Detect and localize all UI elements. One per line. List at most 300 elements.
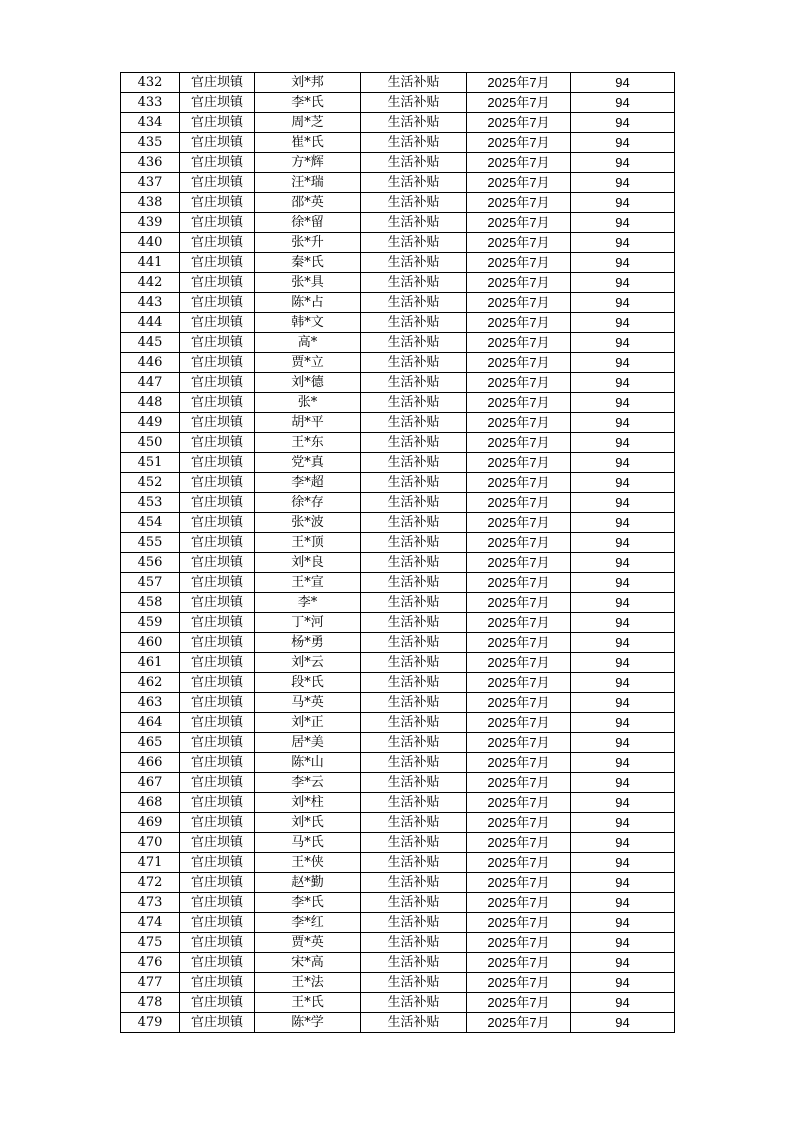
- cell-town: 官庄坝镇: [180, 733, 255, 753]
- cell-subsidy-type: 生活补贴: [361, 673, 467, 693]
- cell-town: 官庄坝镇: [180, 853, 255, 873]
- cell-period: 2025年7月: [467, 613, 571, 633]
- cell-number: 454: [121, 513, 180, 533]
- cell-subsidy-type: 生活补贴: [361, 253, 467, 273]
- cell-name: 崔*氏: [255, 133, 361, 153]
- table-row: [121, 213, 675, 233]
- cell-number: 451: [121, 453, 180, 473]
- cell-town: 官庄坝镇: [180, 773, 255, 793]
- cell-subsidy-type: 生活补贴: [361, 233, 467, 253]
- cell-town: 官庄坝镇: [180, 373, 255, 393]
- cell-period: 2025年7月: [467, 113, 571, 133]
- cell-period: 2025年7月: [467, 653, 571, 673]
- cell-amount: 94: [571, 673, 675, 693]
- cell-name: 王*氏: [255, 993, 361, 1013]
- cell-period: 2025年7月: [467, 213, 571, 233]
- cell-period: 2025年7月: [467, 373, 571, 393]
- table-row: [121, 1013, 675, 1033]
- table-row: [121, 673, 675, 693]
- cell-number: 435: [121, 133, 180, 153]
- table-row: [121, 373, 675, 393]
- cell-amount: 94: [571, 253, 675, 273]
- cell-town: 官庄坝镇: [180, 1013, 255, 1033]
- cell-subsidy-type: 生活补贴: [361, 533, 467, 553]
- cell-number: 446: [121, 353, 180, 373]
- cell-name: 周*芝: [255, 113, 361, 133]
- cell-amount: 94: [571, 753, 675, 773]
- cell-subsidy-type: 生活补贴: [361, 413, 467, 433]
- cell-amount: 94: [571, 233, 675, 253]
- table-row: [121, 553, 675, 573]
- document-table-container: [120, 72, 674, 1033]
- cell-period: 2025年7月: [467, 1013, 571, 1033]
- cell-town: 官庄坝镇: [180, 593, 255, 613]
- cell-town: 官庄坝镇: [180, 433, 255, 453]
- cell-amount: 94: [571, 653, 675, 673]
- cell-number: 442: [121, 273, 180, 293]
- cell-name: 方*辉: [255, 153, 361, 173]
- table-row: [121, 853, 675, 873]
- table-row: [121, 693, 675, 713]
- cell-amount: 94: [571, 93, 675, 113]
- table-row: [121, 273, 675, 293]
- cell-number: 433: [121, 93, 180, 113]
- table-row: [121, 753, 675, 773]
- cell-period: 2025年7月: [467, 433, 571, 453]
- cell-number: 440: [121, 233, 180, 253]
- cell-subsidy-type: 生活补贴: [361, 493, 467, 513]
- cell-amount: 94: [571, 213, 675, 233]
- cell-period: 2025年7月: [467, 133, 571, 153]
- cell-subsidy-type: 生活补贴: [361, 833, 467, 853]
- table-row: [121, 453, 675, 473]
- cell-subsidy-type: 生活补贴: [361, 553, 467, 573]
- cell-period: 2025年7月: [467, 813, 571, 833]
- cell-period: 2025年7月: [467, 893, 571, 913]
- cell-town: 官庄坝镇: [180, 713, 255, 733]
- cell-period: 2025年7月: [467, 453, 571, 473]
- cell-period: 2025年7月: [467, 513, 571, 533]
- cell-period: 2025年7月: [467, 593, 571, 613]
- table-row: [121, 153, 675, 173]
- cell-town: 官庄坝镇: [180, 133, 255, 153]
- cell-period: 2025年7月: [467, 913, 571, 933]
- cell-period: 2025年7月: [467, 273, 571, 293]
- cell-number: 441: [121, 253, 180, 273]
- cell-period: 2025年7月: [467, 533, 571, 553]
- cell-period: 2025年7月: [467, 933, 571, 953]
- cell-amount: 94: [571, 393, 675, 413]
- cell-town: 官庄坝镇: [180, 233, 255, 253]
- cell-number: 434: [121, 113, 180, 133]
- cell-number: 448: [121, 393, 180, 413]
- cell-amount: 94: [571, 73, 675, 93]
- cell-amount: 94: [571, 113, 675, 133]
- table-row: [121, 893, 675, 913]
- cell-number: 437: [121, 173, 180, 193]
- cell-subsidy-type: 生活补贴: [361, 73, 467, 93]
- cell-town: 官庄坝镇: [180, 153, 255, 173]
- cell-amount: 94: [571, 353, 675, 373]
- cell-name: 段*氏: [255, 673, 361, 693]
- cell-number: 471: [121, 853, 180, 873]
- cell-number: 458: [121, 593, 180, 613]
- cell-subsidy-type: 生活补贴: [361, 353, 467, 373]
- cell-amount: 94: [571, 953, 675, 973]
- cell-period: 2025年7月: [467, 393, 571, 413]
- cell-name: 秦*氏: [255, 253, 361, 273]
- cell-number: 470: [121, 833, 180, 853]
- table-row: [121, 413, 675, 433]
- cell-number: 469: [121, 813, 180, 833]
- cell-number: 474: [121, 913, 180, 933]
- table-row: [121, 573, 675, 593]
- cell-number: 463: [121, 693, 180, 713]
- cell-period: 2025年7月: [467, 333, 571, 353]
- table-row: [121, 913, 675, 933]
- table-row: [121, 73, 675, 93]
- cell-number: 452: [121, 473, 180, 493]
- cell-subsidy-type: 生活补贴: [361, 893, 467, 913]
- cell-number: 439: [121, 213, 180, 233]
- cell-amount: 94: [571, 513, 675, 533]
- cell-town: 官庄坝镇: [180, 693, 255, 713]
- cell-town: 官庄坝镇: [180, 913, 255, 933]
- cell-name: 李*氏: [255, 893, 361, 913]
- cell-subsidy-type: 生活补贴: [361, 213, 467, 233]
- cell-amount: 94: [571, 733, 675, 753]
- cell-subsidy-type: 生活补贴: [361, 333, 467, 353]
- cell-amount: 94: [571, 553, 675, 573]
- cell-name: 李*超: [255, 473, 361, 493]
- table-row: [121, 773, 675, 793]
- table-row: [121, 493, 675, 513]
- cell-period: 2025年7月: [467, 493, 571, 513]
- cell-amount: 94: [571, 313, 675, 333]
- cell-subsidy-type: 生活补贴: [361, 973, 467, 993]
- cell-town: 官庄坝镇: [180, 833, 255, 853]
- cell-amount: 94: [571, 433, 675, 453]
- cell-amount: 94: [571, 813, 675, 833]
- cell-number: 455: [121, 533, 180, 553]
- cell-subsidy-type: 生活补贴: [361, 433, 467, 453]
- cell-town: 官庄坝镇: [180, 333, 255, 353]
- cell-town: 官庄坝镇: [180, 473, 255, 493]
- cell-period: 2025年7月: [467, 953, 571, 973]
- cell-number: 443: [121, 293, 180, 313]
- cell-subsidy-type: 生活补贴: [361, 933, 467, 953]
- cell-subsidy-type: 生活补贴: [361, 193, 467, 213]
- table-row: [121, 533, 675, 553]
- table-row: [121, 733, 675, 753]
- cell-period: 2025年7月: [467, 153, 571, 173]
- cell-number: 445: [121, 333, 180, 353]
- cell-amount: 94: [571, 713, 675, 733]
- cell-town: 官庄坝镇: [180, 553, 255, 573]
- cell-name: 王*宣: [255, 573, 361, 593]
- table-row: [121, 333, 675, 353]
- cell-number: 466: [121, 753, 180, 773]
- table-row: [121, 953, 675, 973]
- cell-amount: 94: [571, 993, 675, 1013]
- cell-subsidy-type: 生活补贴: [361, 573, 467, 593]
- cell-subsidy-type: 生活补贴: [361, 813, 467, 833]
- cell-town: 官庄坝镇: [180, 393, 255, 413]
- cell-amount: 94: [571, 573, 675, 593]
- cell-subsidy-type: 生活补贴: [361, 393, 467, 413]
- cell-town: 官庄坝镇: [180, 493, 255, 513]
- table-row: [121, 253, 675, 273]
- cell-amount: 94: [571, 833, 675, 853]
- cell-period: 2025年7月: [467, 253, 571, 273]
- cell-name: 王*东: [255, 433, 361, 453]
- cell-amount: 94: [571, 133, 675, 153]
- cell-subsidy-type: 生活补贴: [361, 133, 467, 153]
- cell-name: 李*氏: [255, 93, 361, 113]
- table-row: [121, 353, 675, 373]
- cell-name: 党*真: [255, 453, 361, 473]
- cell-subsidy-type: 生活补贴: [361, 953, 467, 973]
- cell-name: 马*英: [255, 693, 361, 713]
- cell-town: 官庄坝镇: [180, 933, 255, 953]
- cell-subsidy-type: 生活补贴: [361, 313, 467, 333]
- table-row: [121, 793, 675, 813]
- cell-town: 官庄坝镇: [180, 993, 255, 1013]
- cell-period: 2025年7月: [467, 733, 571, 753]
- cell-name: 刘*邦: [255, 73, 361, 93]
- cell-number: 456: [121, 553, 180, 573]
- table-row: [121, 293, 675, 313]
- cell-town: 官庄坝镇: [180, 893, 255, 913]
- cell-subsidy-type: 生活补贴: [361, 633, 467, 653]
- subsidy-table: [120, 72, 675, 1033]
- cell-amount: 94: [571, 293, 675, 313]
- cell-amount: 94: [571, 413, 675, 433]
- table-row: [121, 593, 675, 613]
- cell-period: 2025年7月: [467, 73, 571, 93]
- cell-name: 丁*河: [255, 613, 361, 633]
- table-row: [121, 313, 675, 333]
- cell-period: 2025年7月: [467, 293, 571, 313]
- cell-name: 马*氏: [255, 833, 361, 853]
- cell-town: 官庄坝镇: [180, 73, 255, 93]
- cell-amount: 94: [571, 793, 675, 813]
- cell-subsidy-type: 生活补贴: [361, 733, 467, 753]
- cell-amount: 94: [571, 773, 675, 793]
- cell-number: 462: [121, 673, 180, 693]
- cell-town: 官庄坝镇: [180, 953, 255, 973]
- cell-name: 刘*德: [255, 373, 361, 393]
- table-row: [121, 713, 675, 733]
- table-row: [121, 873, 675, 893]
- cell-town: 官庄坝镇: [180, 673, 255, 693]
- cell-number: 438: [121, 193, 180, 213]
- cell-period: 2025年7月: [467, 713, 571, 733]
- cell-period: 2025年7月: [467, 853, 571, 873]
- cell-town: 官庄坝镇: [180, 113, 255, 133]
- cell-period: 2025年7月: [467, 413, 571, 433]
- table-row: [121, 513, 675, 533]
- cell-period: 2025年7月: [467, 873, 571, 893]
- cell-name: 刘*氏: [255, 813, 361, 833]
- cell-subsidy-type: 生活补贴: [361, 873, 467, 893]
- table-row: [121, 93, 675, 113]
- cell-period: 2025年7月: [467, 793, 571, 813]
- cell-number: 457: [121, 573, 180, 593]
- cell-period: 2025年7月: [467, 753, 571, 773]
- cell-name: 王*侠: [255, 853, 361, 873]
- cell-name: 张*: [255, 393, 361, 413]
- cell-name: 居*美: [255, 733, 361, 753]
- cell-number: 464: [121, 713, 180, 733]
- cell-amount: 94: [571, 273, 675, 293]
- cell-subsidy-type: 生活补贴: [361, 273, 467, 293]
- cell-amount: 94: [571, 633, 675, 653]
- cell-period: 2025年7月: [467, 573, 571, 593]
- cell-town: 官庄坝镇: [180, 353, 255, 373]
- cell-name: 王*法: [255, 973, 361, 993]
- cell-number: 450: [121, 433, 180, 453]
- cell-name: 贾*英: [255, 933, 361, 953]
- cell-amount: 94: [571, 493, 675, 513]
- table-row: [121, 933, 675, 953]
- cell-subsidy-type: 生活补贴: [361, 153, 467, 173]
- cell-number: 465: [121, 733, 180, 753]
- cell-town: 官庄坝镇: [180, 213, 255, 233]
- cell-subsidy-type: 生活补贴: [361, 993, 467, 1013]
- cell-period: 2025年7月: [467, 973, 571, 993]
- cell-name: 刘*云: [255, 653, 361, 673]
- cell-amount: 94: [571, 473, 675, 493]
- cell-period: 2025年7月: [467, 833, 571, 853]
- cell-subsidy-type: 生活补贴: [361, 513, 467, 533]
- cell-town: 官庄坝镇: [180, 653, 255, 673]
- cell-period: 2025年7月: [467, 633, 571, 653]
- cell-town: 官庄坝镇: [180, 453, 255, 473]
- cell-number: 467: [121, 773, 180, 793]
- cell-amount: 94: [571, 533, 675, 553]
- cell-number: 447: [121, 373, 180, 393]
- table-row: [121, 993, 675, 1013]
- cell-number: 453: [121, 493, 180, 513]
- cell-subsidy-type: 生活补贴: [361, 473, 467, 493]
- cell-name: 陈*学: [255, 1013, 361, 1033]
- table-row: [121, 173, 675, 193]
- cell-number: 478: [121, 993, 180, 1013]
- cell-name: 李*: [255, 593, 361, 613]
- table-row: [121, 433, 675, 453]
- cell-town: 官庄坝镇: [180, 633, 255, 653]
- cell-name: 张*升: [255, 233, 361, 253]
- cell-amount: 94: [571, 453, 675, 473]
- cell-subsidy-type: 生活补贴: [361, 113, 467, 133]
- cell-number: 444: [121, 313, 180, 333]
- cell-amount: 94: [571, 153, 675, 173]
- cell-town: 官庄坝镇: [180, 613, 255, 633]
- table-row: [121, 393, 675, 413]
- cell-name: 刘*柱: [255, 793, 361, 813]
- cell-number: 477: [121, 973, 180, 993]
- cell-town: 官庄坝镇: [180, 533, 255, 553]
- cell-town: 官庄坝镇: [180, 973, 255, 993]
- cell-amount: 94: [571, 173, 675, 193]
- cell-town: 官庄坝镇: [180, 873, 255, 893]
- cell-subsidy-type: 生活补贴: [361, 453, 467, 473]
- cell-subsidy-type: 生活补贴: [361, 173, 467, 193]
- cell-name: 陈*山: [255, 753, 361, 773]
- cell-subsidy-type: 生活补贴: [361, 773, 467, 793]
- cell-name: 陈*占: [255, 293, 361, 313]
- table-row: [121, 833, 675, 853]
- table-row: [121, 473, 675, 493]
- cell-town: 官庄坝镇: [180, 253, 255, 273]
- cell-name: 李*红: [255, 913, 361, 933]
- cell-number: 468: [121, 793, 180, 813]
- cell-town: 官庄坝镇: [180, 313, 255, 333]
- cell-period: 2025年7月: [467, 673, 571, 693]
- cell-name: 杨*勇: [255, 633, 361, 653]
- table-row: [121, 613, 675, 633]
- cell-subsidy-type: 生活补贴: [361, 713, 467, 733]
- cell-subsidy-type: 生活补贴: [361, 853, 467, 873]
- cell-amount: 94: [571, 913, 675, 933]
- cell-amount: 94: [571, 853, 675, 873]
- cell-amount: 94: [571, 973, 675, 993]
- cell-period: 2025年7月: [467, 473, 571, 493]
- cell-subsidy-type: 生活补贴: [361, 593, 467, 613]
- cell-number: 461: [121, 653, 180, 673]
- cell-period: 2025年7月: [467, 173, 571, 193]
- cell-subsidy-type: 生活补贴: [361, 913, 467, 933]
- cell-town: 官庄坝镇: [180, 513, 255, 533]
- cell-period: 2025年7月: [467, 353, 571, 373]
- cell-amount: 94: [571, 333, 675, 353]
- table-row: [121, 233, 675, 253]
- cell-name: 赵*勤: [255, 873, 361, 893]
- cell-town: 官庄坝镇: [180, 753, 255, 773]
- cell-name: 韩*文: [255, 313, 361, 333]
- cell-period: 2025年7月: [467, 313, 571, 333]
- cell-period: 2025年7月: [467, 553, 571, 573]
- cell-subsidy-type: 生活补贴: [361, 753, 467, 773]
- table-row: [121, 813, 675, 833]
- cell-number: 432: [121, 73, 180, 93]
- cell-town: 官庄坝镇: [180, 793, 255, 813]
- cell-number: 475: [121, 933, 180, 953]
- cell-town: 官庄坝镇: [180, 813, 255, 833]
- cell-name: 邵*英: [255, 193, 361, 213]
- cell-subsidy-type: 生活补贴: [361, 1013, 467, 1033]
- cell-amount: 94: [571, 893, 675, 913]
- cell-name: 宋*高: [255, 953, 361, 973]
- cell-name: 李*云: [255, 773, 361, 793]
- cell-subsidy-type: 生活补贴: [361, 93, 467, 113]
- cell-amount: 94: [571, 613, 675, 633]
- cell-period: 2025年7月: [467, 93, 571, 113]
- cell-period: 2025年7月: [467, 193, 571, 213]
- cell-number: 449: [121, 413, 180, 433]
- cell-subsidy-type: 生活补贴: [361, 373, 467, 393]
- cell-number: 472: [121, 873, 180, 893]
- cell-name: 徐*留: [255, 213, 361, 233]
- cell-period: 2025年7月: [467, 993, 571, 1013]
- cell-town: 官庄坝镇: [180, 413, 255, 433]
- cell-subsidy-type: 生活补贴: [361, 793, 467, 813]
- cell-town: 官庄坝镇: [180, 93, 255, 113]
- subsidy-table-body: [121, 73, 675, 1033]
- cell-amount: 94: [571, 193, 675, 213]
- cell-name: 高*: [255, 333, 361, 353]
